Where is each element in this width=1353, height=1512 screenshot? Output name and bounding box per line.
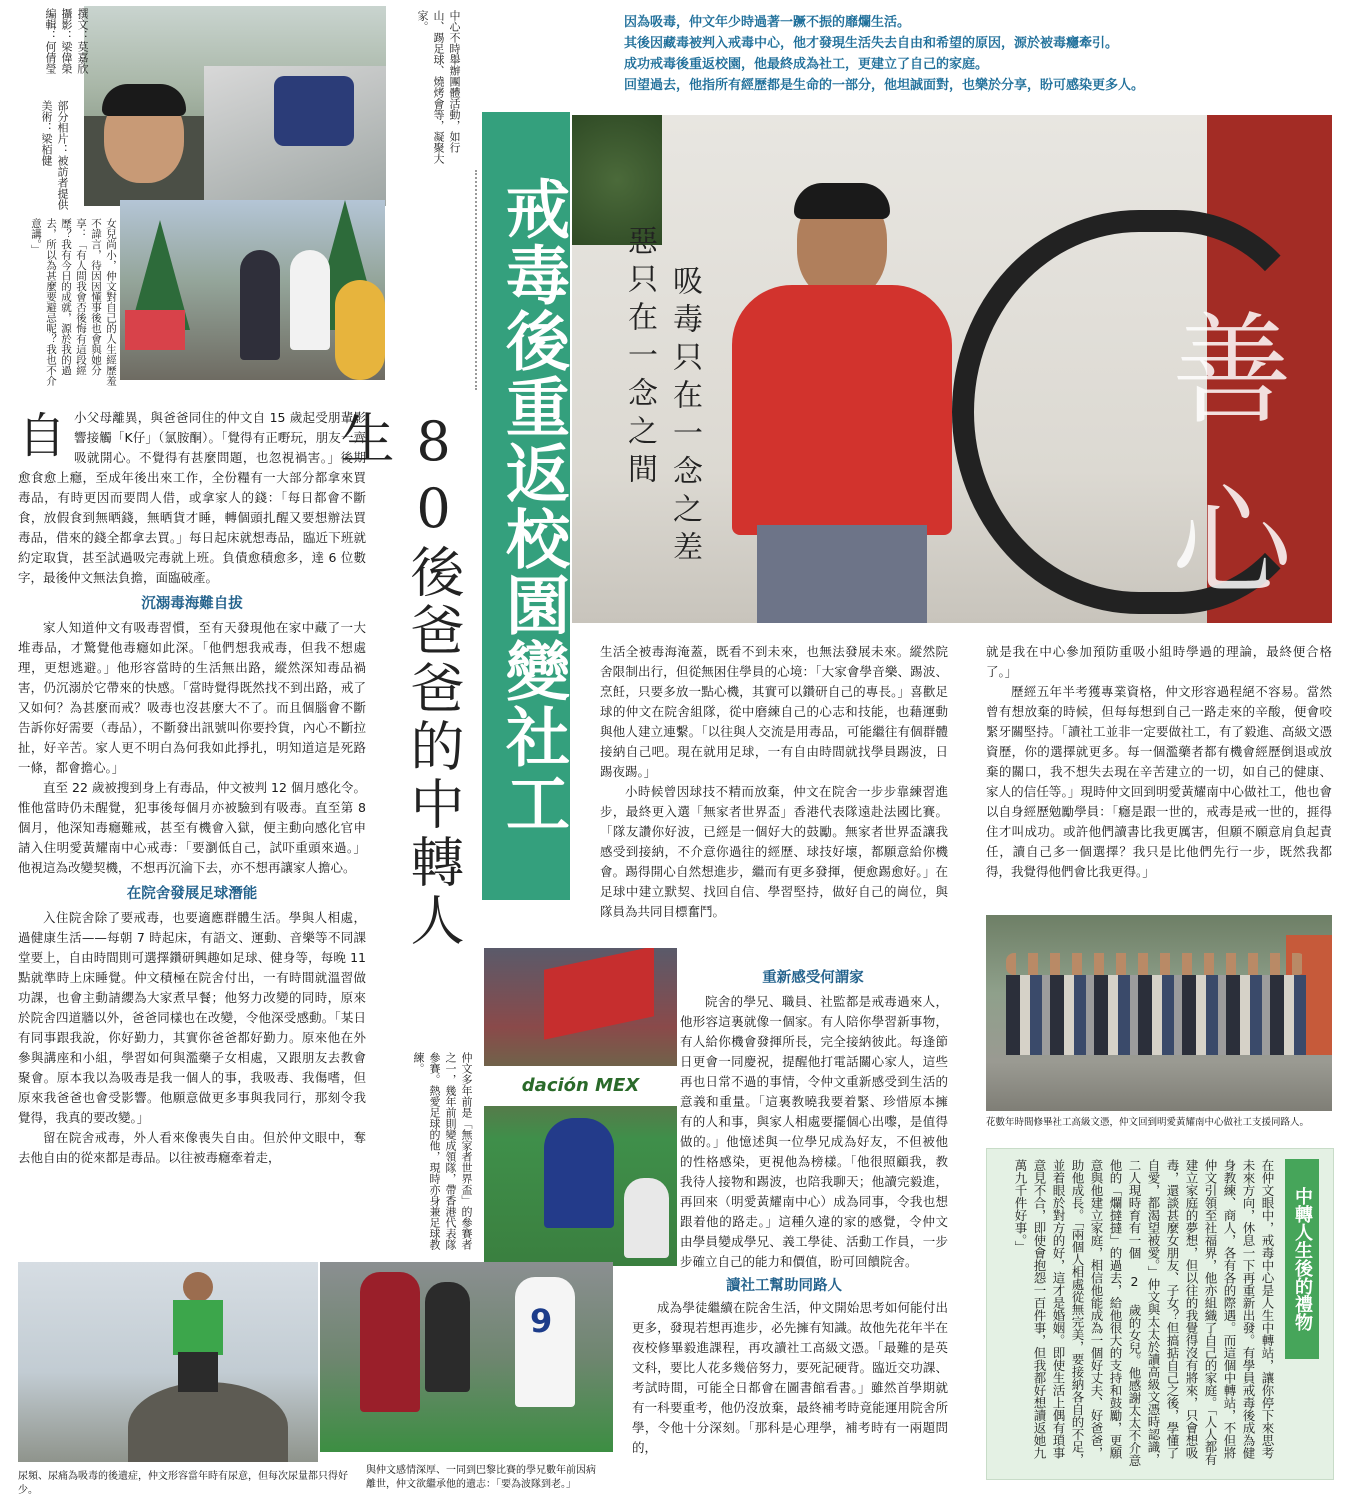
family-christmas-photo bbox=[120, 200, 385, 380]
group-photo bbox=[986, 915, 1332, 1111]
credit-supplied: 部分相片：被訪者提供 bbox=[56, 100, 69, 210]
mountain-caption: 尿頻、尿痛為吸毒的後遺症，仲文形容當年時有尿意，但每次尿量都只得好少。 bbox=[18, 1471, 348, 1496]
section-heading: 在院舍發展足球潛能 bbox=[126, 886, 258, 902]
credit-photo: 攝影：梁偉榮 bbox=[60, 8, 73, 74]
lead-line: 成功戒毒後重返校園，他最終成為社工，更建立了自己的家庭。 bbox=[624, 57, 989, 72]
article-paragraph: 直至 22 歲被搜到身上有毒品，仲文被判 12 個月感化令。惟他當時仍未醒覺，犯事後每個月亦被驗到有吸毒。直至第 8 個月，他深知毒癮難戒，甚至有機會入獄，便主動向感化官申請入住明愛黃耀南中心戒毒：「要瀏低自己，試吓重頭來過。」他視這為改變契機，不想再沉淪下去，亦不想再讓家人擔心。 bbox=[18, 780, 366, 875]
sidebar-title: 中轉人生後的禮物 bbox=[1285, 1159, 1319, 1359]
section-heading: 重新感受何謂家 bbox=[762, 970, 864, 986]
main-portrait-photo bbox=[572, 115, 1332, 623]
credit-writer: 撰文：莫嘉欣 bbox=[76, 8, 89, 74]
credit-art: 美術：梁栢健 bbox=[40, 100, 53, 166]
activity-caption: 中心不時舉辦團體活動，如行山、踢足球、燒烤會等，凝聚大家。 bbox=[416, 10, 461, 164]
subheadline: 80後爸爸的中轉人生 bbox=[332, 410, 465, 950]
article-paragraph: 小時候曾因球技不精而放棄，仲文在院舍一步步靠練習進步，最終更入選「無家者世界盃」香港代表隊遠赴法國比賽。「隊友讚你好波，已經是一個好大的鼓勵。無家者世界盃讓我感受到接納，不介意你過往的經歷、球技好壞，都願意給你機會。踢得開心自然想進步，繼而有更多發揮，便愈踢愈好。」在足球中建立默契、找回自信、學習堅持，做好自己的崗位，與隊員為共同目標奮鬥。 bbox=[600, 784, 948, 919]
jersey-number: 9 bbox=[530, 1302, 553, 1340]
article-col3 bbox=[986, 642, 1332, 882]
soccer-banner-text: dación MEX bbox=[484, 1066, 677, 1106]
article-paragraph: 歷經五年半考獲專業資格，仲文形容過程絕不容易。當然曾有想放棄的時候，但每每想到自己一路走來的辛酸，便會咬緊牙關堅持。「讀社工並非一定要做社工，有了毅進、高級文憑資歷，你的選擇就更多。每一個濫藥者都有機會經歷倒退或放棄的關口，我不想失去現在辛苦建立的一切，如自己的健康、家人的信任等。」現時仲文回到明愛黃耀南中心做社工，他也會以自身經歷勉勵學員：「癮是跟一世的，戒毒是戒一世的，捱得住才叫成功。或許他們讀書比我更厲害，但願不願意肩負起責任，讀自己多一個選擇？我只是比他們先行一步，既然我都得，我覺得他們會比我更得。」 bbox=[986, 684, 1332, 879]
divider bbox=[475, 170, 477, 390]
match-photo bbox=[320, 1262, 613, 1452]
article-paragraph: 院舍的學兄、職員、社監都是戒毒過來人，他形容這裏就像一個家。有人陪你學習新事物，有人給你機會發揮所長，完全接納彼此。每逢節日更會一同慶祝，提醒他打電話關心家人，這些再也日常不過的事情，令仲文重新感受到生活的意義和重量。「這裏教曉我要着緊、珍惜原本擁有的人和事，與家人相處要擺個心出嚟，是值得做的。」他憶述與一位學兄成為好友，不但被他的性格感染，更視他為榜樣。「他很照顧我，教我待人接物和踢波，也陪我聊天；他讀完毅進，再回來（明愛黃耀南中心）成為同事，令我也想跟着他的路走。」這種久違的家的感覺，令仲文由學員變成學兄、義工學徒、活動工作員，一步步確立自己的能力和價值，盼可回饋院舍。 bbox=[680, 994, 948, 1269]
article-paragraph: 成為學徒繼續在院舍生活，仲文開始思考如何能付出更多，發現若想再進步，必先擁有知識。故他先花年半在夜校修畢毅進課程，再攻讀社工高級文憑。「最難的是英文科，要比人花多幾倍努力，要死記硬背。臨近交功課、考試時間，可能全日都會在圖書館看書。」雖然首學期就有一科要重考，他仍沒放棄，最終補考時竟能運用院舍所學，令他十分深刻。「那科是心理學，補考時有一兩題問的， bbox=[632, 1300, 948, 1455]
article-col1 bbox=[18, 408, 366, 1168]
article-col2-top bbox=[600, 642, 948, 922]
headline: 戒毒後重返校園變社工 bbox=[482, 112, 570, 900]
article-col2-bottom bbox=[620, 968, 948, 1458]
article-paragraph: 生活全被毒海淹蓋，既看不到未來，也無法發展未來。縱然院舍限制出行，但從無困住學員的心境：「大家會學音樂、踢波、烹飪，只要多放一點心機，其實可以鑽研自己的專長。」喜歡足球的仲文在院舍組隊，從中磨練自己的心志和技能，也藉運動與他人建立連繫。「以往與人交流是用毒品，可能繼往有個群體接納自己吧。現在就用足球，一有自由時間就找學員踢波，日踢夜踢。」 bbox=[600, 644, 948, 779]
lead-line: 其後因藏毒被判入戒毒中心，他才發現生活失去自由和希望的原因，源於被毒癮牽引。 bbox=[624, 36, 1119, 51]
mural-text-2: 惡只在一念之間 bbox=[622, 225, 657, 491]
credits-2 bbox=[30, 100, 70, 210]
dropcap: 自 bbox=[18, 408, 67, 464]
lead-line: 回望過去，他指所有經歷都是生命的一部分，他坦誠面對，也樂於分享，盼可感染更多人。 bbox=[624, 78, 1145, 93]
match-caption: 與仲文感情深厚、一同到巴黎比賽的學兄數年前因病離世，仲文欲繼承他的遺志：「要為波隊到老。」 bbox=[366, 1465, 596, 1490]
section-heading: 沉溺毒海難自拔 bbox=[141, 596, 243, 612]
sidebar-box bbox=[986, 1148, 1334, 1480]
article-paragraph: 入住院舍除了要戒毒，也要適應群體生活。學與人相處，過健康生活——每朝 7 時起床，有語文、運動、音樂等不同課堂要上，自由時間則可選擇鑽研興趣如足球、健身等，每晚 11 點就準時上床睡覺。仲文積極在院舍付出，一有時間就溫習做功課，也會主動請纓為大家煮早餐；他努力改變的同時，原來於院舍四道牆以外，爸爸同樣也在改變，令他深受感動。「某日有同事跟我說，你好勤力，其實你爸爸都好勤力。原來他在外參與講座和小組，學習如何與濫藥子女相處，又跟朋友去教會聚會。原本我以為吸毒是我一個人的事，我吸毒、我傷嗜，但原來我爸爸也會受影響。他願意做更多事與我同行，那刻令我覺得，我真的要改變。」 bbox=[18, 910, 366, 1125]
credit-editor: 編輯：何倩瑩 bbox=[44, 8, 57, 74]
lead-block bbox=[624, 12, 1324, 96]
article-paragraph: 留在院舍戒毒，外人看來像喪失自由。但於仲文眼中，奪去他自由的從來都是毒品。以往被毒癮牽着走， bbox=[18, 1130, 366, 1165]
sidebar-text: 在仲文眼中，戒毒中心是人生中轉站，讓你停下來思考未來方向，休息一下再重新出發。有學員戒毒後成為健身教練、商人，各有各的際遇。而這個中轉站，不但將仲文引領至社福界，他亦組織了自己的家庭。「人人都有建立家庭的夢想，但以往的我覺得沒有將來，只會想吸毒，還談甚麼女朋友、子女？但搞掂自己之後，學懂了自愛，都渴望被愛。」仲文與太太於讀高級文憑時認識，二人現時育有一個 2 歲的女兒。他感謝太太不介意他的「爛撻撻」的過去，給他很大的支持和鼓勵，更願意與他建立家庭，相信他能成為一個好丈夫、好爸爸，助他成長。「兩個人相處從無完美，要接納各自的不足，並着眼於對方的好，這才是婚姻。即使生活上偶有瑣事意見不合，即使會抱怨一百件事，但我都好想讀返她九萬九千件好事。」 bbox=[1013, 1159, 1275, 1467]
lead-line: 因為吸毒，仲文年少時過著一蹶不振的靡爛生活。 bbox=[624, 15, 911, 30]
group-caption: 花數年時間修畢社工高級文憑，仲文回到明愛黃耀南中心做社工支援同路人。 bbox=[986, 1117, 1310, 1128]
article-paragraph: 就是我在中心參加預防重吸小組時學過的理論，最終便合格了。」 bbox=[986, 644, 1332, 679]
hiking-selfie-photo bbox=[84, 6, 386, 206]
headline-box bbox=[482, 112, 570, 900]
article-paragraph: 家人知道仲文有吸毒習慣，至有天發現他在家中藏了一大堆毒品，才驚覺他毒癮如此深。「他們想我戒毒，但我不想處理，更想逃避。」他形容當時的生活無出路，縱然深知毒品禍害，仍沉溺於它帶來的快感。「當時覺得既然找不到出路，戒了又如何？為甚麼而戒？吸毒也沒甚麼大不了。而且個腦會不斷告訴你好需要（毒品），不斷發出訊號叫你要拎貨，內心不斷拉扯，好辛苦。家人更不明白為何我如此掙扎，明知道這是死路一條，都會擔心。」 bbox=[18, 620, 366, 775]
mountain-photo bbox=[18, 1262, 318, 1462]
article-paragraph: 小父母離異，與爸爸同住的仲文自 15 歲起受朋輩影響接觸「K仔」（氯胺酮）。「覺得有正嘢玩，朋友一齊吸就開心。不覺得有甚麼問題，也忽視禍害。」後期愈食愈上癮，至成年後出來工作，全份糧有一大部分都拿來買毒品，有時更因而要問人借，或拿家人的錢：「每日都會不斷食，放假食到無晒錢，無晒貨才睡，轉個頭扎醒又要想辦法買毒品，借來的錢全都拿去買。」每日起床就想毒品，臨近下班就約定取貨，甚至試過吸完毒就上班。負債愈積愈多，達 6 位數字，最後仲文無法負擔，面臨破產。 bbox=[18, 410, 366, 585]
football-caption: 仲文多年前是「無家者世界盃」的參賽者之一，幾年前則變成領隊，帶香港代表隊參賽。熱愛足球的他，現時亦身兼足球教練。 bbox=[412, 1052, 473, 1250]
section-heading: 讀社工幫助同路人 bbox=[726, 1278, 842, 1294]
mural-logo: 善心 bbox=[1172, 302, 1292, 613]
mural-text-1: 吸毒只在一念之差 bbox=[667, 265, 702, 569]
family-caption: 女兒尚小，仲文對自己的人生經歷羞不諱言，待因因懂事後也會與她分享：「有人問我會否後悔有這段經歷？我有今日的成就，源於我的過去，所以為甚麼要避忌呢？我也不介意講。」 bbox=[30, 218, 117, 386]
